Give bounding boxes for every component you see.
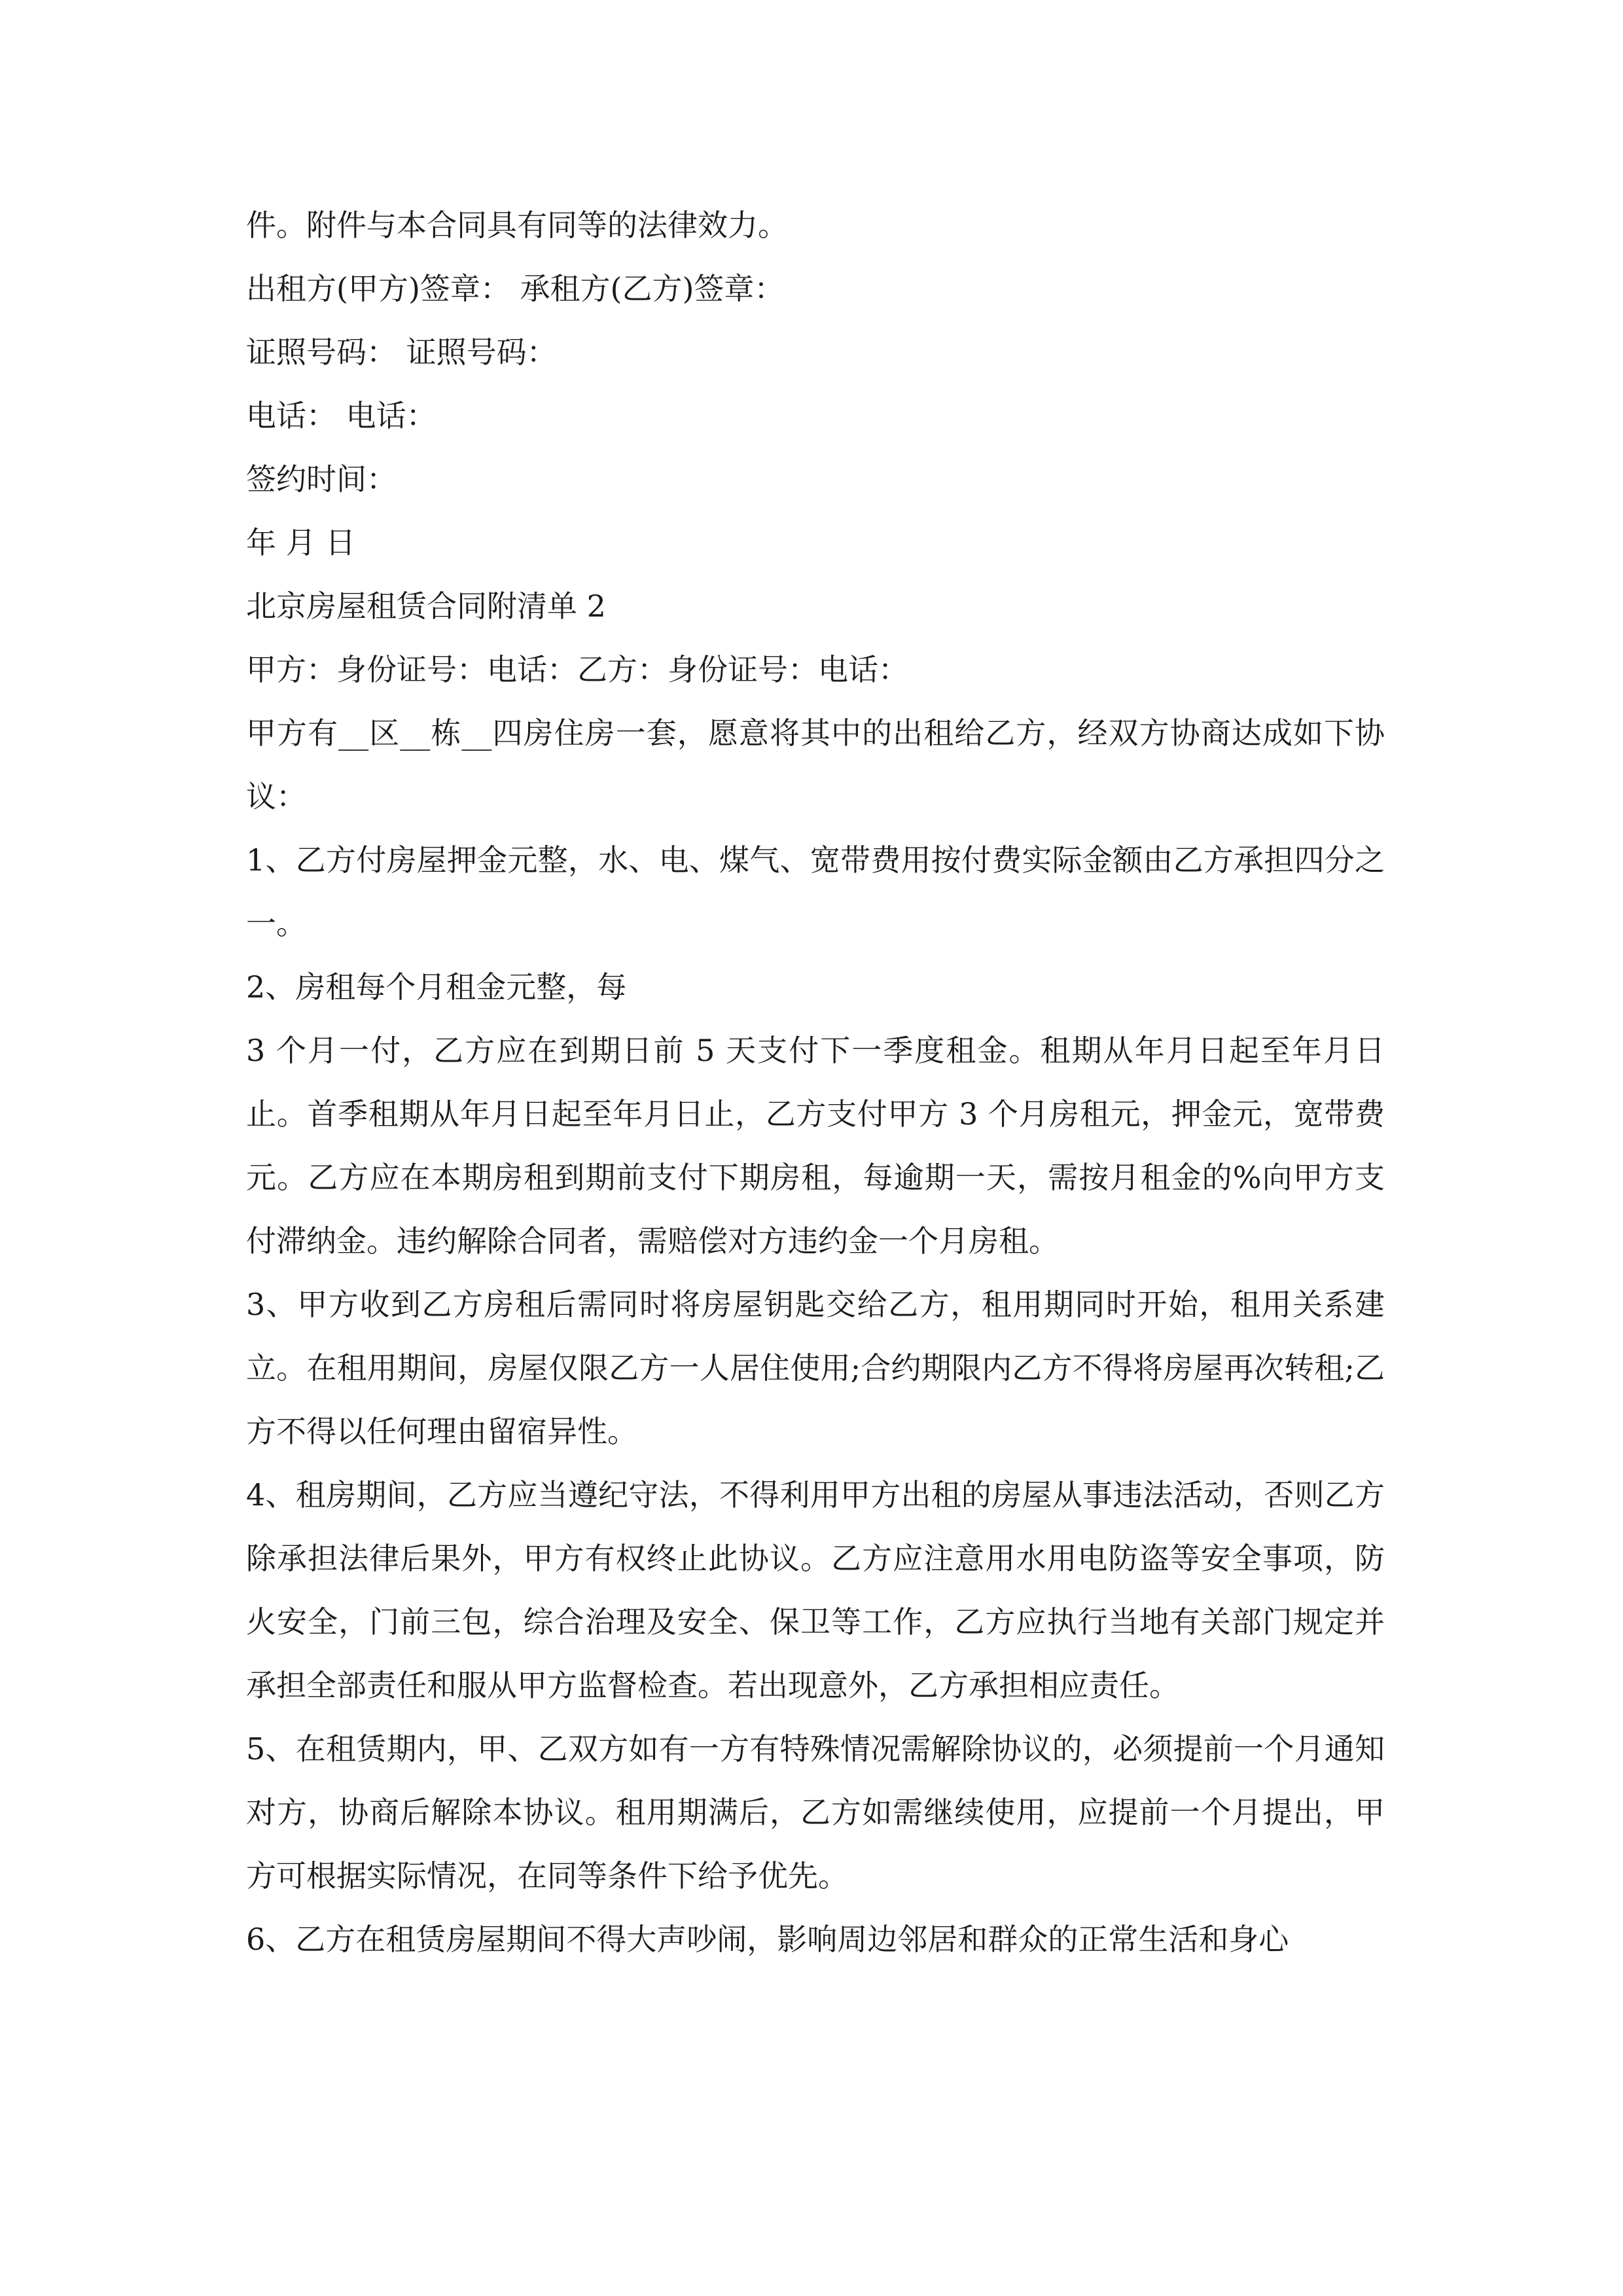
paragraph-parties: 甲方：身份证号：电话：乙方：身份证号：电话：	[246, 652, 908, 687]
paragraph-phones: 电话： 电话：	[246, 398, 437, 433]
paragraph-license-numbers: 证照号码： 证照号码：	[246, 334, 557, 370]
clause-1: 1、乙方付房屋押金元整，水、电、煤气、宽带费用按付费实际金额由乙方承担四分之一。	[246, 842, 1385, 941]
clause-6: 6、乙方在租赁房屋期间不得大声吵闹，影响周边邻居和群众的正常生活和身心	[246, 1922, 1289, 1957]
section-title: 北京房屋租赁合同附清单 2	[246, 588, 606, 624]
paragraph-signatures: 出租方(甲方)签章： 承租方(乙方)签章：	[246, 271, 785, 306]
paragraph-attachment-effect: 件。附件与本合同具有同等的法律效力。	[246, 207, 788, 243]
paragraph-date: 年 月 日	[246, 525, 356, 560]
clause-5: 5、在租赁期内，甲、乙双方如有一方有特殊情况需解除协议的，必须提前一个月通知对方，协商后解除本协议。租用期满后，乙方如需继续使用，应提前一个月提出，甲方可根据实际情况，在同等条件下给予优先。	[246, 1731, 1385, 1893]
paragraph-intro: 甲方有__区__栋__四房住房一套，愿意将其中的出租给乙方，经双方协商达成如下协议：	[246, 715, 1385, 814]
clause-2: 2、房租每个月租金元整，每	[246, 969, 627, 1005]
clause-4: 4、租房期间，乙方应当遵纪守法，不得利用甲方出租的房屋从事违法活动，否则乙方除承担法律后果外，甲方有权终止此协议。乙方应注意用水用电防盗等安全事项，防火安全，门前三包，综合治理及安全、保卫等工作，乙方应执行当地有关部门规定并承担全部责任和服从甲方监督检查。若出现意外，乙方承担相应责任。	[246, 1477, 1385, 1703]
paragraph-signing-time: 签约时间：	[246, 461, 397, 497]
document-body	[246, 194, 1385, 1971]
clause-2-continued: 3 个月一付，乙方应在到期日前 5 天支付下一季度租金。租期从年月日起至年月日止。首季租期从年月日起至年月日止，乙方支付甲方 3 个月房租元，押金元，宽带费元。乙方应在本期房租到期前支付下期房租，每逾期一天，需按月租金的%向甲方支付滞纳金。违约解除合同者，需赔偿对方违约金一个月房租。	[246, 1033, 1385, 1259]
clause-3: 3、甲方收到乙方房租后需同时将房屋钥匙交给乙方，租用期同时开始，租用关系建立。在租用期间，房屋仅限乙方一人居住使用;合约期限内乙方不得将房屋再次转租;乙方不得以任何理由留宿异性。	[246, 1287, 1385, 1449]
